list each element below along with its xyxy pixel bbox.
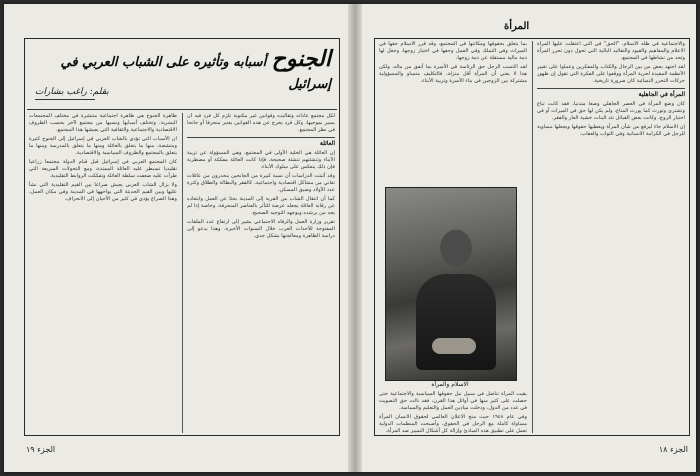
magazine-spread <box>4 4 696 472</box>
paragraph: تقرير وزارة العمل والرفاه الاجتماعي يشير إلى ارتفاع عدد الملفات المفتوحة للأحداث العرب خلال السنوات الأخيرة، وهذا يدعو إلى دراسة الظاهرة ومعالجتها بشكل جدي. <box>187 219 335 239</box>
paragraph: إن العائلة هي الخلية الأولى في المجتمع، وهي المسؤولة عن تربية الأبناء وتنشئتهم تنشئة صحيحة، فإذا كانت العائلة مفككة أو مضطربة فإن ذلك ينعكس على سلوك الأبناء. <box>187 150 335 170</box>
paragraph: كان وضع المرأة في العصر الجاهلي وضعا متدنيا، فقد كانت تباع وتشترى وتورث كما يورث المتاع، ولم يكن لها حق في الميراث أو في اختيار الزوج، وكانت بعض القبائل تئد البنات خشية العار والفقر. <box>537 101 685 121</box>
left-body <box>25 111 339 435</box>
column-divider <box>182 113 183 433</box>
right-page <box>374 18 690 458</box>
byline-rule <box>35 99 95 100</box>
paragraph: ان الأسباب التي تؤدي بالشاب العربي في إسرائيل إلى الجنوح كثيرة ومتشعبة، منها ما يتعلق بالعائلة ومنها ما يتعلق بالمدرسة ومنها ما يتعلق بالمجتمع والظروف السياسية والاقتصادية. <box>29 136 177 156</box>
left-col-inner <box>187 113 335 433</box>
paragraph: لقد اجتهد بعض من بين الرجال والكتاب والمفكرين وعملوا على تغيير الأنظمة المقيدة لحرية المرأة ووقفوا على الفكرة التي تقول إن ظهور حركات التحرر النسائية كان ضرورة تاريخية. <box>537 64 685 84</box>
left-col-outer <box>29 113 177 433</box>
page-number: الجزء ١٩ <box>26 445 56 454</box>
left-page-frame <box>24 38 340 436</box>
spine-gutter <box>348 4 362 472</box>
paragraph: وفي عام ١٩٤٨ حيث منح الاعلان العالمي لحقوق الانسان المرأة مساواة كاملة مع الرجل في الحقوق، وأصبحت المنظمات الدولية تعمل على تطبيق هذه المبادئ وإزالة كل أشكال التمييز ضد المرأة. <box>379 414 527 433</box>
right-col-inner-top <box>379 41 527 185</box>
paragraph: بما يتعلق بحقوقها ومكانتها في المجتمع، وقد قرر الاسلام حقها في الميراث وفي التملك وفي العمل وحقها في اختيار زوجها، وجعل لها ذمة مالية مستقلة عن ذمة زوجها. <box>379 41 527 61</box>
paragraph: والاجتماعية في ظله الاسلام. "الحق" في التي اعتقلت عليها المرأة الاعلام والمفاهيم والقيود والتقاليد البالية التي تحول دون تحرر المرأة وتحد من نشاطها في المجتمع. <box>537 41 685 61</box>
right-col-outer <box>537 41 685 433</box>
woman-portrait-photo <box>385 187 517 381</box>
article-header <box>27 43 337 110</box>
photo-figure <box>416 274 496 370</box>
paragraph: ولا يزال الشاب العربي يعيش صراعا بين القيم التقليدية التي نشأ عليها وبين القيم الحديثة التي يواجهها في المدينة وفي مكان العمل، وهذا الصراع يؤدي في كثير من الأحيان إلى الانحراف. <box>29 182 177 202</box>
page-number: الجزء ١٨ <box>658 445 688 454</box>
paragraph: كان المجتمع العربي في إسرائيل قبل قيام الدولة مجتمعا زراعيا تقليديا تسيطر عليه العائلة الممتدة، ومع التحولات السريعة التي طرأت عليه ضعفت سلطة العائلة وتفككت الروابط التقليدية. <box>29 159 177 179</box>
article-byline: بقلم: راغب بشارات <box>35 87 109 97</box>
left-page <box>24 18 340 458</box>
right-col-inner-bottom <box>379 391 527 433</box>
paragraph: إن الاسلام جاء ليرفع من شأن المرأة ويعطيها حقوقها ويجعلها مساوية للرجل في الكرامة الانسانية وفي الثواب والعقاب. <box>537 124 685 137</box>
section-subhead: المرأة في الجاهلية <box>537 88 685 98</box>
headline-main-word: الجنوح <box>271 46 331 72</box>
section-subhead: العائلة <box>187 137 335 147</box>
running-header: المرأة <box>504 21 530 32</box>
paragraph: كما أن انتقال الشاب من القرية إلى المدينة بحثا عن العمل وابتعاده عن رقابة العائلة يجعله عرضة للتأثر بالعناصر المنحرفة، وخاصة إذا لم يجد من يرشده ويوجهه التوجيه الصحيح. <box>187 196 335 216</box>
photo-caption: الاسلام والمرأة <box>431 381 469 388</box>
paragraph: بقيت المرأة تناضل في سبيل نيل حقوقها السياسية والاجتماعية حتى حصلت على كثير منها في أوائل هذا القرن، فقد نالت حق التصويت في عدد من الدول، ودخلت ميادين العمل والتعليم والسياسة. <box>379 391 527 411</box>
right-page-frame <box>374 38 690 436</box>
photo-hands <box>432 338 476 354</box>
column-divider <box>532 41 533 433</box>
paragraph: لكل مجتمع عاداته وتقاليده وقوانين غير مكتوبة تلزم كل فرد فيه أن يسير بموجبها، وكل فرد يخرج عن هذه القوانين يعتبر منحرفا أو جانحا في نظر المجتمع. <box>187 113 335 133</box>
paragraph: لقد اكتسب الرجل حق الرئاسة في الأسرة بما أنفق من ماله، ولكن هذا لا يعني أن المرأة أقل منزلة، فالتكليف متساو والمسؤولية مشتركة بين الزوجين في بناء الأسرة وتربية الأبناء. <box>379 64 527 84</box>
paragraph: ظاهرة الجنوح هي ظاهرة اجتماعية منتشرة في مختلف المجتمعات البشرية، وتختلف أسبابها ونسبها من مجتمع لآخر بحسب الظروف الاقتصادية والاجتماعية والثقافية التي يعيشها هذا المجتمع. <box>29 113 177 133</box>
paragraph: وقد أثبتت الدراسات أن نسبة كبيرة من الجانحين ينحدرون من عائلات تعاني من مشاكل اقتصادية واجتماعية، كالفقر والبطالة والطلاق وكثرة عدد الأولاد وضيق المسكن. <box>187 173 335 193</box>
headline-subtitle: أسبابه وتأثيره على الشباب العربي في إسرائيل <box>60 55 331 92</box>
